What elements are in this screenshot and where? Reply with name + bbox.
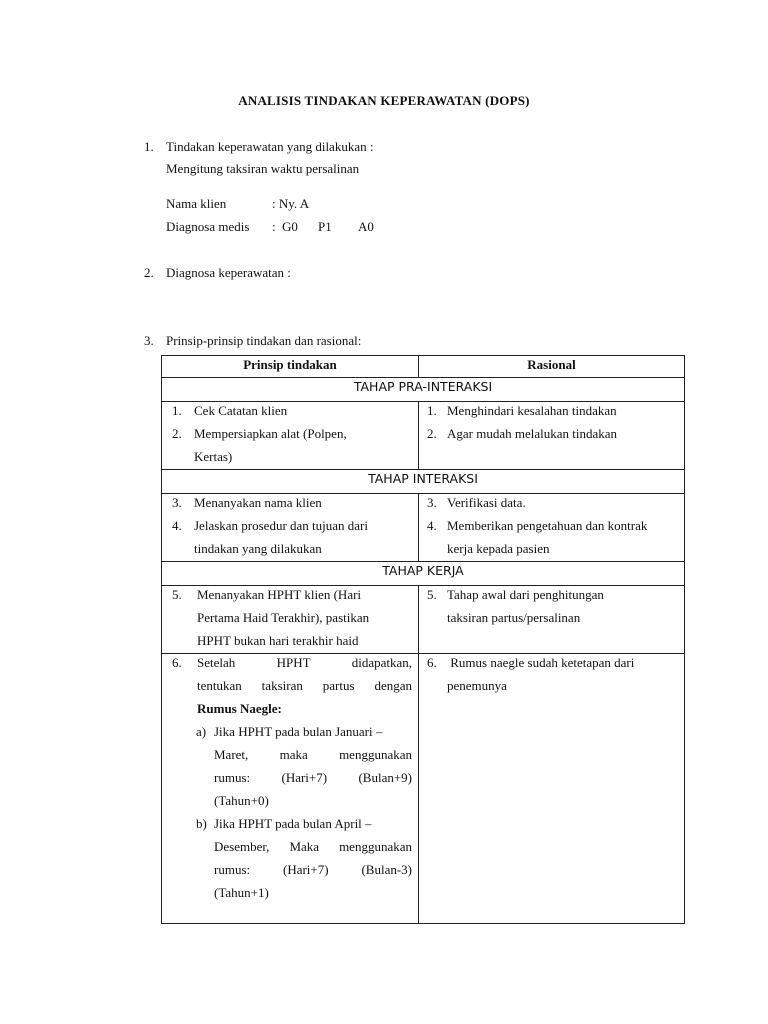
kerja-5-prinsip — [162, 583, 418, 652]
section2-number: 2. — [144, 265, 154, 280]
list-item: 2. Agar mudah melalukan tindakan — [427, 426, 618, 441]
list-item: a) Jika HPHT pada bulan Januari – Maret, maka menggunakan rumus: (Hari+7) (Bulan+9) (Tahun+0) — [196, 724, 412, 808]
section3-number: 3. — [144, 333, 154, 348]
list-item: 6. Rumus naegle sudah ketetapan dari penemunya — [427, 655, 635, 693]
interaksi-rasional — [419, 491, 684, 560]
list-item: 4. Memberikan pengetahuan dan kontrak kerja kepada pasien — [427, 518, 648, 556]
list-item: 3. Verifikasi data. — [427, 495, 526, 510]
list-item: 4. Jelaskan prosedur dan tujuan dari tindakan yang dilakukan — [172, 518, 369, 556]
table-divider — [162, 561, 684, 562]
stage-interaksi: TAHAP INTERAKSI — [368, 471, 478, 486]
rumus-naegle-heading: Rumus Naegle: — [197, 701, 282, 716]
section1-number: 1. — [144, 139, 154, 154]
nama-klien-value: : Ny. A — [272, 196, 310, 211]
column-divider — [418, 585, 419, 923]
section3-label: Prinsip-prinsip tindakan dan rasional: — [166, 333, 362, 348]
list-item: 2. Mempersiapkan alat (Polpen, Kertas) — [172, 426, 347, 464]
nama-klien-label: Nama klien — [166, 196, 227, 211]
stage-pra-interaksi: TAHAP PRA-INTERAKSI — [353, 379, 493, 394]
diagnosa-medis-label: Diagnosa medis — [166, 219, 250, 234]
table-divider — [162, 377, 684, 378]
header-rasional: Rasional — [527, 357, 576, 372]
pra-interaksi-rasional — [419, 399, 684, 445]
list-item: 5. Menanyakan HPHT klien (Hari Pertama Haid Terakhir), pastikan HPHT bukan hari terakhir haid — [172, 587, 370, 648]
interaksi-prinsip — [162, 491, 418, 560]
stage-kerja: TAHAP KERJA — [382, 563, 464, 578]
list-item: 1. Cek Catatan klien — [172, 403, 288, 418]
kerja-6-rasional — [419, 651, 684, 697]
kerja-5-rasional — [419, 583, 684, 629]
document-title: ANALISIS TINDAKAN KEPERAWATAN (DOPS) — [238, 93, 530, 108]
diagnosa-medis-colon: : — [272, 219, 276, 234]
list-item: 5. Tahap awal dari penghitungan taksiran partus/persalinan — [427, 587, 604, 625]
header-prinsip-tindakan: Prinsip tindakan — [243, 357, 337, 372]
list-item: 6. Setelah HPHT didapatkan, tentukan taksiran partus dengan Rumus Naegle: — [172, 655, 412, 716]
prinsip-rasional-table — [161, 355, 685, 924]
section1-value: Mengitung taksiran waktu persalinan — [166, 161, 360, 176]
table-divider — [162, 469, 684, 470]
list-item: 3. Menanyakan nama klien — [172, 495, 322, 510]
section2-label: Diagnosa keperawatan : — [166, 265, 291, 280]
list-item: b) Jika HPHT pada bulan April – Desember, Maka menggunakan rumus: (Hari+7) (Bulan-3) (Tahun+1) — [196, 816, 412, 900]
diagnosa-gravida: G0 — [282, 219, 298, 234]
section1-label: Tindakan keperawatan yang dilakukan : — [166, 139, 374, 154]
diagnosa-para: P1 — [318, 219, 332, 234]
pra-interaksi-prinsip — [162, 399, 418, 468]
diagnosa-abortus: A0 — [358, 219, 374, 234]
kerja-6-prinsip — [162, 651, 412, 904]
list-item: 1. Menghindari kesalahan tindakan — [427, 403, 617, 418]
